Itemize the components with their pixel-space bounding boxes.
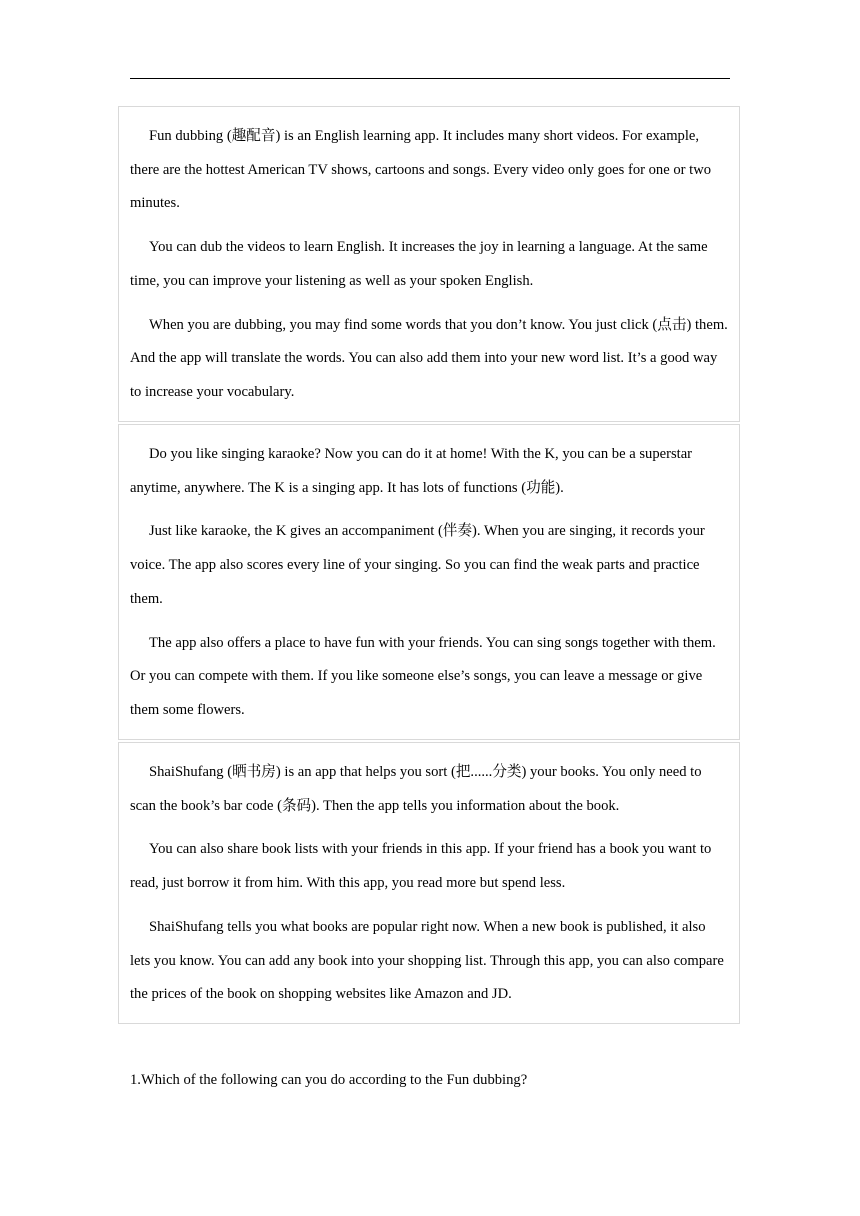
- paragraph: You can also share book lists with your friends in this app. If your friend has a book you want to read, just borrow it from him. With this app, you read more but spend less.: [130, 841, 712, 892]
- paragraph: You can dub the videos to learn English. It increases the joy in learning a language. At the same time, you can improve your listening as well as your spoken English.: [130, 239, 708, 289]
- paragraph: ShaiShufang tells you what books are popular right now. When a new book is published, it also lets you know. You can add any book into your shopping list. Through this app, you can also compare the prices of the book on shopping websites like Amazon and JD.: [130, 918, 724, 1003]
- paragraph: Do you like singing karaoke? Now you can do it at home! With the K, you can be a superstar anytime, anywhere. The K is a singing app. It has lots of functions (功能).: [130, 446, 693, 496]
- paragraph: Just like karaoke, the K gives an accompaniment (伴奏). When you are singing, it records your voice. The app also scores every line of your singing. So you can find the weak parts and practice them.: [130, 523, 705, 607]
- passage-shaishufang: [118, 742, 740, 1024]
- paragraph: Fun dubbing (趣配音) is an English learning app. It includes many short videos. For example, there are the hottest American TV shows, cartoons and songs. Every video only goes for one or two minutes.: [130, 128, 712, 212]
- header-rule: [130, 78, 730, 79]
- paragraph: The app also offers a place to have fun with your friends. You can sing songs together with them. Or you can compete with them. If you like someone else’s songs, you can leave a message or give them some flowers.: [130, 634, 716, 718]
- passage-fun-dubbing: [118, 106, 740, 422]
- paragraph: ShaiShufang (晒书房) is an app that helps you sort (把......分类) your books. You only need to scan the book’s bar code (条码). Then the app tells you information about the book.: [130, 764, 702, 814]
- paragraph: When you are dubbing, you may find some words that you don’t know. You just click (点击) them. And the app will translate the words. You can also add them into your new word list. It’s a good way to increase your vocabulary.: [130, 316, 728, 400]
- passage-the-k: [118, 424, 740, 740]
- question-1: 1.Which of the following can you do according to the Fun dubbing?: [130, 1072, 528, 1088]
